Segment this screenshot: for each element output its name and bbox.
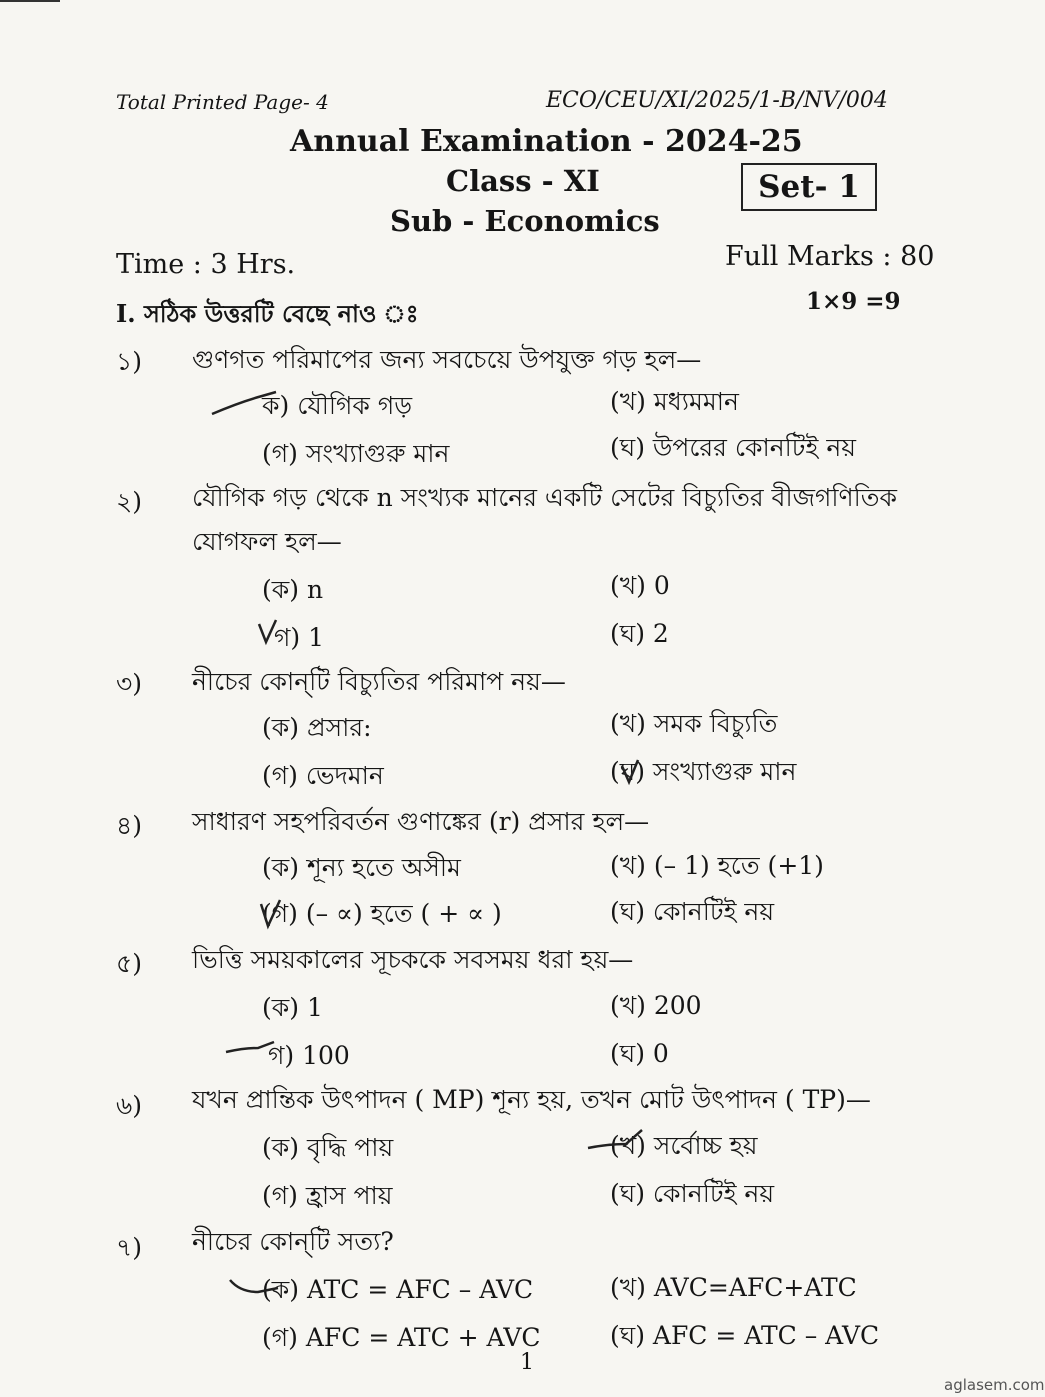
class-label: Class - XI bbox=[446, 164, 600, 198]
option-kha: (খ) AVC=AFC+ATC bbox=[610, 1273, 857, 1302]
page-number: 1 bbox=[520, 1350, 534, 1375]
subject-label: Sub - Economics bbox=[390, 204, 660, 238]
option-ka: (ক) ATC = AFC – AVC bbox=[262, 1275, 534, 1304]
option-gha: (ঘ) কোনটিই নয় bbox=[610, 1179, 775, 1208]
full-marks: Full Marks : 80 bbox=[725, 241, 935, 272]
option-ka: (ক) প্রসার: bbox=[262, 713, 372, 742]
question-text: যৌগিক গড় থেকে n সংখ্যক মানের একটি সেটের বিচ্যুতির বীজগণিতিক bbox=[192, 483, 898, 512]
option-ka: (ক) বৃদ্ধি পায় bbox=[262, 1133, 394, 1162]
time-label: Time : 3 Hrs. bbox=[116, 249, 296, 280]
option-ga: (গ) AFC = ATC + AVC bbox=[262, 1323, 541, 1352]
option-gha: (ঘ) 2 bbox=[610, 619, 669, 648]
option-ga: (গ) সংখ্যাগুরু মান bbox=[262, 439, 450, 468]
pen-tick-mark bbox=[256, 618, 278, 646]
question-number: ১) bbox=[116, 347, 142, 376]
option-ga: (গ) ভেদমান bbox=[262, 761, 384, 790]
pen-tick-mark bbox=[258, 896, 282, 930]
paper-code: ECO/CEU/XI/2025/1-B/NV/004 bbox=[546, 88, 888, 113]
question-text: সাধারণ সহপরিবর্তন গুণাঙ্কের (r) প্রসার হল— bbox=[192, 807, 650, 836]
option-ga: (গ) (– ∝) হতে ( + ∝ ) bbox=[262, 899, 502, 928]
option-gha: (ঘ) সংখ্যাগুরু মান bbox=[610, 757, 797, 786]
section-title: I. সঠিক উত্তরটি বেছে নাও ঃ bbox=[116, 299, 419, 328]
option-ka: (ক) 1 bbox=[262, 993, 323, 1022]
option-gha: (ঘ) AFC = ATC – AVC bbox=[610, 1321, 880, 1350]
option-kha: (খ) (– 1) হতে (+1) bbox=[610, 851, 824, 880]
option-gha: (ঘ) 0 bbox=[610, 1039, 669, 1068]
option-ga: (গ) হ্রাস পায় bbox=[262, 1181, 393, 1210]
question-text: ভিত্তি সময়কালের সূচককে সবসময় ধরা হয়— bbox=[192, 945, 634, 974]
option-kha: (খ) 0 bbox=[610, 571, 670, 600]
section-marks: 1×9 =9 bbox=[806, 288, 901, 315]
option-gha: (ঘ) কোনটিই নয় bbox=[610, 897, 775, 926]
question-number: ৬) bbox=[116, 1091, 143, 1120]
option-ka: (ক) শূন্য হতে অসীম bbox=[262, 853, 461, 882]
option-kha: (খ) সমক বিচ্যুতি bbox=[610, 709, 778, 738]
question-number: ৫) bbox=[116, 949, 142, 978]
watermark: aglasem.com bbox=[944, 1376, 1045, 1394]
question-text: নীচের কোন্‌টি বিচ্যুতির পরিমাপ নয়— bbox=[192, 667, 566, 696]
pen-tick-mark bbox=[224, 1036, 276, 1060]
top-edge-line bbox=[0, 0, 60, 2]
pen-tick-mark bbox=[228, 1272, 280, 1298]
question-text-line2: যোগফল হল— bbox=[192, 527, 342, 556]
set-box: Set- 1 bbox=[741, 163, 877, 211]
question-number: ৪) bbox=[116, 811, 142, 840]
question-number: ৩) bbox=[116, 669, 143, 698]
option-ga: গ) 100 bbox=[268, 1041, 350, 1070]
question-text: নীচের কোন্‌টি সত্য? bbox=[192, 1227, 394, 1256]
option-ka: ক) যৌগিক গড় bbox=[262, 391, 413, 420]
question-text: গুণগত পরিমাপের জন্য সবচেয়ে উপযুক্ত গড় হল— bbox=[192, 345, 702, 374]
question-text: যখন প্রান্তিক উৎপাদন ( MP) শূন্য হয়, তখন মোট উৎপাদন ( TP)— bbox=[192, 1085, 871, 1114]
question-number: ৭) bbox=[116, 1233, 143, 1262]
option-gha: (ঘ) উপরের কোনটিই নয় bbox=[610, 433, 857, 462]
question-number: ২) bbox=[116, 487, 143, 516]
pen-tick-mark bbox=[210, 388, 280, 418]
option-kha: (খ) সর্বোচ্চ হয় bbox=[610, 1131, 758, 1160]
pen-tick-mark bbox=[586, 1126, 646, 1154]
option-kha: (খ) 200 bbox=[610, 991, 702, 1020]
option-ka: (ক) n bbox=[262, 575, 324, 604]
exam-title: Annual Examination - 2024-25 bbox=[290, 124, 803, 159]
option-kha: (খ) মধ্যমমান bbox=[610, 387, 739, 416]
option-ga: গ) 1 bbox=[274, 623, 324, 652]
printed-pages: Total Printed Page- 4 bbox=[116, 90, 329, 114]
pen-tick-mark bbox=[618, 756, 640, 786]
